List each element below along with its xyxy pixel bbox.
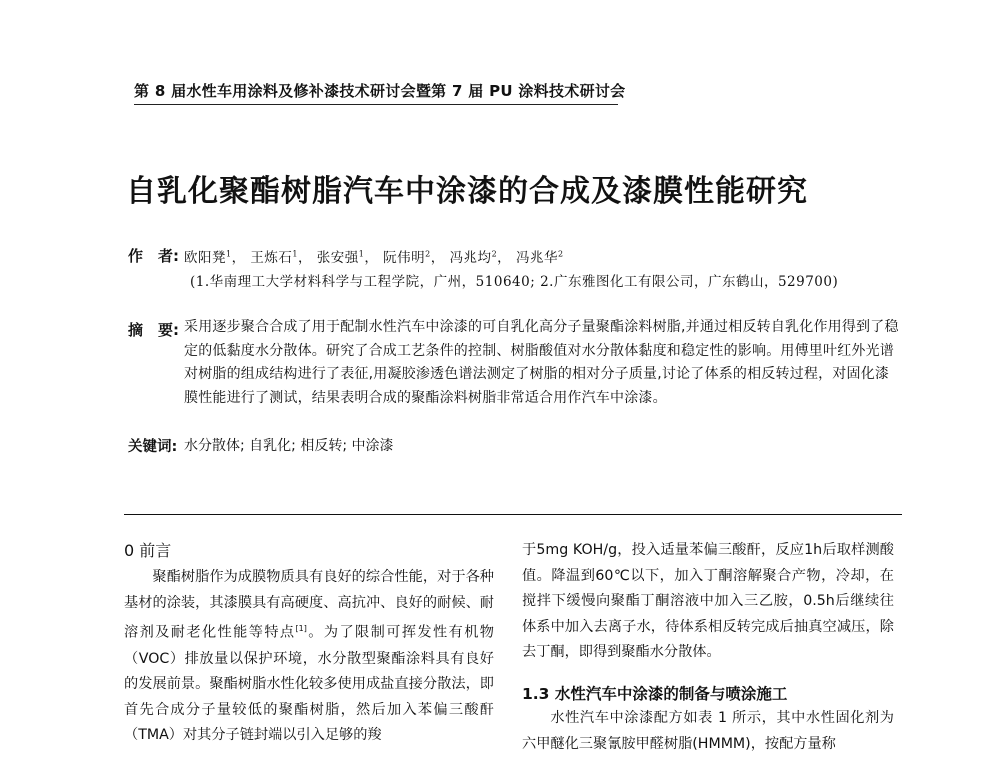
abstract-text: 采用逐步聚合合成了用于配制水性汽车中涂漆的可自乳化高分子量聚酯涂料树脂,并通过相反转自乳化作用得到了稳定的低黏度水分散体。研究了合成工艺条件的控制、树脂酸值对水分散体黏度和稳定性的影响。用傅里叶红外光谱对树脂的组成结构进行了表征,用凝胶渗透色谱法测定了树脂的相对分子质量,讨论了体系的相反转过程，对固化漆膜性能进行了测试，结果表明合成的聚酯涂料树脂非常适合用作汽车中涂漆。 [184,319,899,406]
author-mark: 2 [425,249,431,259]
left-column [124,538,494,749]
author-mark: 1 [292,249,298,259]
author-name: 王炼石 [250,250,293,266]
author-mark: 1 [226,249,232,259]
affiliations [190,270,838,290]
affiliation-mark: 2. [540,274,554,290]
affiliation-open: ( [190,274,196,290]
author-list: 欧阳凳$^1$， 王炼石$^1$， 张安强$^1$， 阮伟明$^2$， 冯兆均$^2$， 冯兆华$^2$ [184,249,564,266]
right-column [522,538,894,757]
body-paragraph: 于5mg KOH/g，投入适量苯偏三酸酐，反应1h后取样测酸值。降温到60℃以下，加入丁酮溶解聚合产物，冷却，在搅拌下缓慢向聚酯丁酮溶液中加入三乙胺，0.5h后继续往体系中加入去离子水，待体系相反转完成后抽真空减压，除去丁酮，即得到聚酯水分散体。 [522,542,894,661]
affiliation-mark: 1. [195,274,210,290]
author-name: 冯兆华 [515,250,558,266]
affiliation-close: ) [832,274,839,290]
paper-title: 自乳化聚酯树脂汽车中涂漆的合成及漆膜性能研究 [126,174,808,209]
section-heading-1-3: 1.3 水性汽车中涂漆的制备与喷涂施工 [522,684,788,703]
author-mark: 2 [491,249,498,259]
body-paragraph [124,565,494,749]
affiliation-2: 广东雅图化工有限公司，广东鹤山，529700 [553,274,833,290]
citation-ref: [1] [295,624,307,634]
header-rule [134,104,618,105]
body-paragraph: 水性汽车中涂漆配方如表 1 所示，其中水性固化剂为六甲醚化三聚氰胺甲醛树脂(HMMM)，按配方量称 [522,709,894,752]
keywords-label: 关键词: [128,439,178,455]
author-name: 欧阳凳 [184,250,226,266]
author-name: 阮伟明 [383,250,426,266]
author-name: 冯兆均 [449,250,492,266]
affiliation-1: 华南理工大学材料科学与工程学院，广州，510640; [209,274,536,290]
conference-header: 第 8 届水性车用涂料及修补漆技术研讨会暨第 7 届 PU 涂料技术研讨会 [134,82,626,100]
paragraph-text: 。为了限制可挥发性有机物（VOC）排放量以保护环境，水分散型聚酯涂料具有良好的发展前景。聚酯树脂水性化较多使用成盐直接分散法，即首先合成分子量较低的聚酯树脂，然后加入苯偏三酸酐（TMA）对其分子链封端以引入足够的羧 [124,624,494,744]
section-heading-intro: 0 前言 [124,541,172,560]
author-name: 张安强 [316,250,359,266]
author-mark: 1 [358,249,365,259]
author-mark: 2 [557,249,564,259]
keywords-text: 水分散体; 自乳化; 相反转; 中涂漆 [184,438,394,454]
authors-label: 作 者: [128,247,179,265]
section-separator [124,514,902,515]
abstract-label: 摘 要: [128,321,179,339]
paragraph-text: 聚酯树脂作为成膜物质具有良好的综合性能，对于各种基材的涂装，其漆膜具有高硬度、高抗冲、良好的耐候、耐溶剂及耐老化性能等特点 [124,569,494,641]
